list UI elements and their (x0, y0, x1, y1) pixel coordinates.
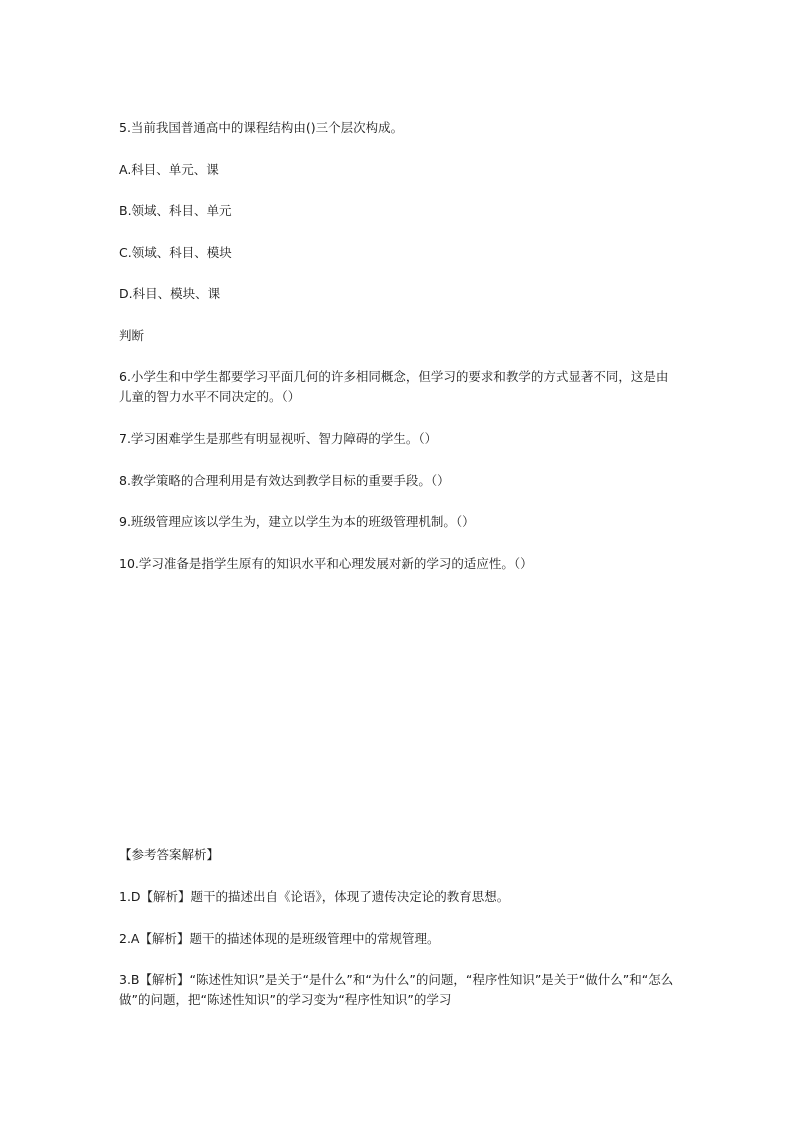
question-5-option-a: A.科目、单元、课 (119, 162, 219, 177)
answer-2: 2.A【解析】题干的描述体现的是班级管理中的常规管理。 (119, 931, 440, 946)
question-6: 6.小学生和中学生都要学习平面几何的许多相同概念，但学习的要求和教学的方式显著不同，这是由儿童的智力水平不同决定的。（） (119, 369, 669, 404)
question-7: 7.学习困难学生是那些有明显视听、智力障碍的学生。（） (119, 431, 438, 446)
section-heading-judge: 判断 (119, 328, 145, 343)
question-5-option-b: B.领域、科目、单元 (119, 203, 232, 218)
question-5-option-c: C.领域、科目、模块 (119, 245, 232, 260)
question-5-stem: 5.当前我国普通高中的课程结构由()三个层次构成。 (119, 120, 404, 135)
question-8: 8.教学策略的合理利用是有效达到教学目标的重要手段。（） (119, 473, 450, 488)
answers-heading: 【参考答案解析】 (119, 847, 220, 862)
answer-3: 3.B【解析】“陈述性知识”是关于“是什么”和“为什么”的问题，“程序性知识”是关于“做什么”和“怎么做”的问题，把“陈述性知识”的学习变为“程序性知识”的学习 (119, 972, 674, 1007)
question-10: 10.学习准备是指学生原有的知识水平和心理发展对新的学习的适应性。（） (119, 556, 533, 571)
question-9: 9.班级管理应该以学生为，建立以学生为本的班级管理机制。（） (119, 514, 475, 529)
question-5-option-d: D.科目、模块、课 (119, 286, 221, 301)
answer-1: 1.D【解析】题干的描述出自《论语》，体现了遗传决定论的教育思想。 (119, 889, 510, 904)
